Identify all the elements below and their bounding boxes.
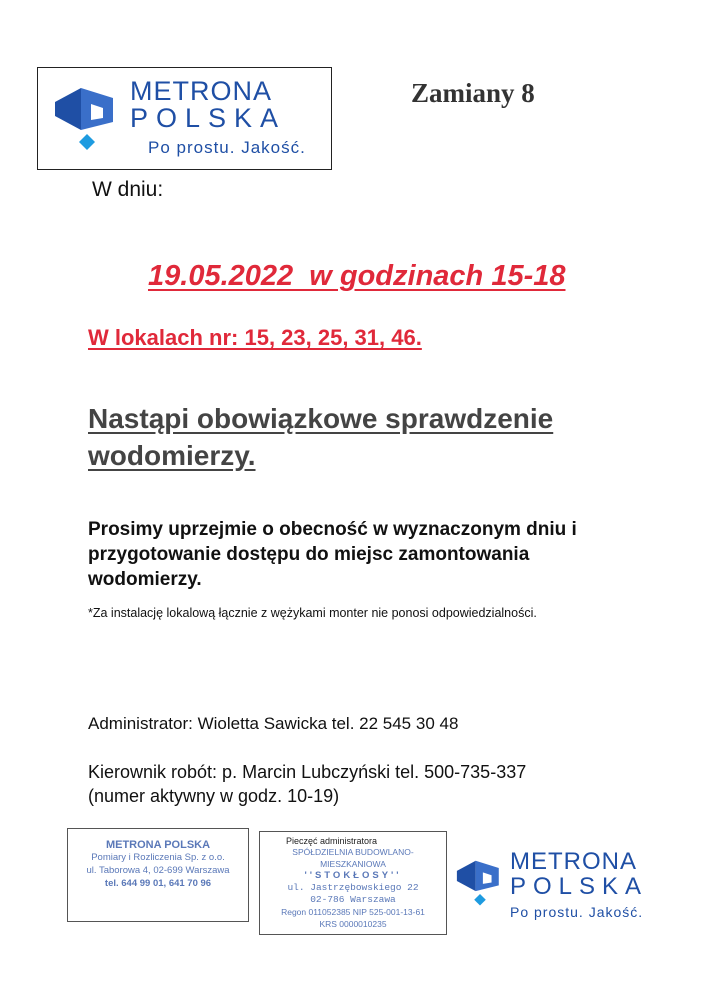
footer-logo-name-line1: METRONA bbox=[510, 848, 637, 875]
administrator-contact: Administrator: Wioletta Sawicka tel. 22 545 30 48 bbox=[88, 714, 459, 733]
stamp-metrona-line1: Pomiary i Rozliczenia Sp. z o.o. bbox=[91, 852, 225, 863]
stamp-admin-line5: Regon 011052385 NIP 525-001-13-61 bbox=[281, 907, 425, 917]
logo-tagline: Po prostu. Jakość. bbox=[148, 138, 306, 157]
manager-line2: (numer aktywny w godz. 10-19) bbox=[88, 786, 340, 806]
logo-name-line2: POLSKA bbox=[130, 103, 287, 133]
administrator-stamp bbox=[259, 831, 447, 935]
disclaimer-note: *Za instalację lokalową łącznie z wężykami monter nie ponosi odpowiedzialności. bbox=[88, 606, 537, 620]
footer-metrona-logo bbox=[454, 848, 654, 923]
footer-logo-tagline: Po prostu. Jakość. bbox=[510, 904, 644, 920]
metrona-logo-box bbox=[37, 67, 332, 170]
manager-contact bbox=[88, 760, 526, 808]
stamp-metrona-title: METRONA POLSKA bbox=[105, 839, 211, 851]
footer-metrona-logo-icon bbox=[454, 855, 506, 907]
document-title: Zamiany 8 bbox=[411, 78, 535, 108]
request-text: Prosimy uprzejmie o obecność w wyznaczonym dniu i przygotowanie dostępu do miejsc zamontowania wodomierzy. bbox=[88, 519, 577, 590]
stamp-admin-line2: ''STOKŁOSY'' bbox=[304, 870, 402, 881]
metrona-stamp bbox=[67, 828, 249, 922]
stamp-admin-line4: 02-786 Warszawa bbox=[310, 894, 396, 905]
stamp-admin-caption: Pieczęć administratora bbox=[286, 836, 378, 846]
intro-text: W dniu: bbox=[92, 178, 164, 201]
manager-line1: Kierownik robót: p. Marcin Lubczyński tel. 500-735-337 bbox=[88, 762, 527, 782]
headline: Nastąpi obowiązkowe sprawdzenie wodomierzy. bbox=[88, 403, 554, 471]
metrona-logo-icon bbox=[51, 80, 123, 152]
stamp-metrona-line3: tel. 644 99 01, 641 70 96 bbox=[104, 878, 212, 889]
logo-name-line1: METRONA bbox=[130, 76, 272, 106]
premises-line: W lokalach nr: 15, 23, 25, 31, 46. bbox=[88, 325, 422, 350]
stamp-metrona-line2: ul. Taborowa 4, 02-699 Warszawa bbox=[86, 865, 230, 876]
stamp-admin-line3: ul. Jastrzębowskiego 22 bbox=[287, 882, 419, 893]
date-line: 19.05.2022 w godzinach 15-18 bbox=[148, 260, 566, 292]
stamp-admin-line6: KRS 0000010235 bbox=[319, 919, 387, 929]
footer-logo-name-line2: POLSKA bbox=[510, 873, 649, 900]
stamp-admin-line1: SPÓŁDZIELNIA BUDOWLANO-MIESZKANIOWA bbox=[292, 847, 414, 869]
